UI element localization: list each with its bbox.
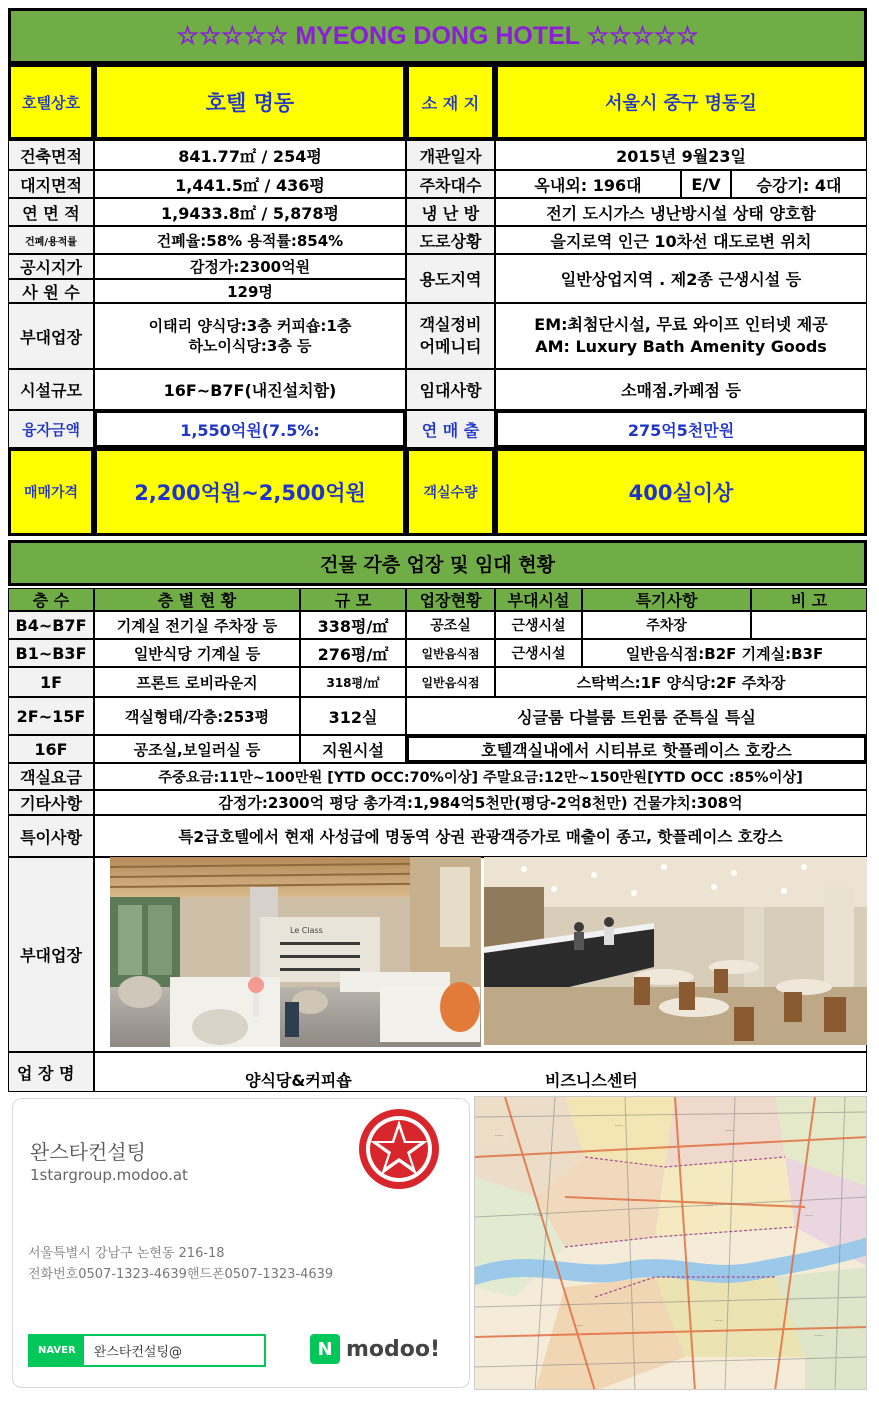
company-address: 서울특별시 강남구 논현동 216-18 [28,1246,225,1261]
company-url: 1stargroup.modoo.at [30,1166,188,1184]
svg-text:·····: ····· [805,1213,813,1219]
restaurant-sign: Le Class [290,926,323,935]
special-label: 특이사항 [8,815,94,857]
parking-label: 주차대수 [406,170,495,198]
loan-label: 융자금액 [8,410,94,448]
lease-label: 임대사항 [406,369,495,410]
modoo-text: modoo! [346,1336,441,1362]
staff-value: 129명 [94,279,406,303]
seoul-map [474,1096,867,1390]
table-row-floor: 1F [8,667,94,697]
scale-label: 시설규모 [8,369,94,410]
ev-label: E/V [681,170,731,198]
facilities-label: 부대업장 [8,303,94,369]
restaurant-photo [110,857,481,1047]
header-note: 특기사항 [582,588,751,611]
lease-value: 소매점.카페점 등 [495,369,867,410]
naver-search-box[interactable] [28,1334,266,1367]
photo-section-label: 부대업장 [8,857,94,1052]
facilities-value [94,303,406,369]
table-row-floor: 2F~15F [8,697,94,735]
rooms-label: 객실수량 [406,448,495,536]
svg-text:·····: ····· [495,1133,503,1139]
header-size: 규 모 [300,588,406,611]
svg-text:·····: ····· [715,1318,723,1324]
page-title: ☆☆☆☆☆ MYEONG DONG HOTEL ☆☆☆☆☆ [176,22,699,50]
business-name-frame [94,1052,867,1092]
opening-value: 2015년 9월23일 [495,140,867,170]
road-value: 을지로역 인근 10차선 대도로변 위치 [495,226,867,254]
other-label: 기타사항 [8,790,94,815]
hvac-value: 전기 도시가스 냉난방시설 상태 양호함 [495,198,867,226]
road-label: 도로상황 [406,226,495,254]
location-value: 서울시 중구 명동길 [495,64,867,140]
svg-text:·····: ····· [535,1213,543,1219]
table-row-status: 객실형태/각층:253평 [94,697,300,735]
hotel-name-value: 호텔 명동 [94,64,406,140]
other-value: 감정가:2300억 평당 총가격:1,984억5천만(평당-2억8천만) 건물갸치:308억 [94,790,867,815]
business-name-label: 업 장 명 [8,1052,94,1092]
table-row-size: 276평/㎡ [300,639,406,667]
svg-text:·····: ····· [705,1203,713,1209]
land-area-value: 1,441.5㎡ / 436평 [94,170,406,198]
svg-text:·····: ····· [575,1323,583,1329]
room-amenity-label-line-1: 객실정비 [419,315,482,335]
header-floor: 층 수 [8,588,94,611]
table-row-amenity: 근생시설 [495,611,582,639]
building-area-value: 841.77㎡ / 254평 [94,140,406,170]
floor-area-value: 1,9433.8㎡ / 5,878평 [94,198,406,226]
table-row-size: 312실 [300,697,406,735]
parking-value: 옥내외: 196대 [495,170,681,198]
header-business: 업장현황 [406,588,495,611]
room-rate-value: 주중요금:11만~100만원 [YTD OCC:70%이상] 주말요금:12만~150만원[YTD OCC :85%이상] [94,763,867,790]
ratio-value: 건폐율:58% 용적률:854% [94,226,406,254]
location-label: 소 재 지 [406,64,495,140]
price-label: 매매가격 [8,448,94,536]
facilities-line-2: 하노이식당:3층 등 [188,337,312,355]
elevator-value: 승강기: 4대 [731,170,867,198]
table-row-status: 공조실,보일러실 등 [94,735,300,763]
table-row-floor: 16F [8,735,94,763]
sales-label: 연 매 출 [406,410,495,448]
naver-logo: NAVER [30,1336,84,1365]
naver-search-text: 완스타컨설팅@ [93,1345,183,1360]
facilities-line-1: 이태리 양식당:3층 커피숍:1층 [148,316,352,335]
header-remark: 비 고 [751,588,867,611]
company-phone: 전화번호0507-1323-4639핸드폰0507-1323-4639 [28,1267,334,1282]
zoning-label: 용도지역 [406,254,495,303]
table-row-status: 프론트 로비라운지 [94,667,300,697]
zoning-value: 일반상업지역 . 제2종 근생시설 등 [495,254,867,303]
header-amenity: 부대시설 [495,588,582,611]
table-row-size: 318평/㎡ [300,667,406,697]
table-row-floor: B1~B3F [8,639,94,667]
room-amenity-label [406,303,495,369]
table-row-note: 싱글룸 다블룸 트윈룸 준특실 특실 [406,697,867,735]
scale-value: 16F~B7F(내진설치함) [94,369,406,410]
business-center-photo [484,857,867,1045]
modoo-logo [310,1334,440,1364]
table-row-size: 338평/㎡ [300,611,406,639]
table-row-note: 주차장 [582,611,751,639]
loan-value: 1,550억원(7.5%: [94,410,406,448]
price-notice-label: 공시지가 [8,254,94,279]
table-row-remark [751,611,867,639]
svg-text:·····: ····· [725,1128,733,1134]
price-notice-value: 감정가:2300억원 [94,254,406,279]
table-row-size: 지원시설 [300,735,406,763]
table-row-status: 일반식당 기계실 등 [94,639,300,667]
table-row-business: 공조실 [406,611,495,639]
title-banner [8,8,867,64]
business-name-1: 양식당&커피숍 [245,1071,352,1090]
table-row-business: 일반음식점 [406,667,495,697]
ratio-label: 건폐/용적률 [8,226,94,254]
table-row-status: 기계실 전기실 주차장 등 [94,611,300,639]
table-row-business: 일반음식점 [406,639,495,667]
hotel-name-label: 호텔상호 [8,64,94,140]
star-logo-icon [356,1106,442,1192]
hvac-label: 냉 난 방 [406,198,495,226]
building-area-label: 건축면적 [8,140,94,170]
room-amenity-value [495,303,867,369]
rooms-value: 400실이상 [495,448,867,536]
opening-label: 개관일자 [406,140,495,170]
table-row-note: 스탁벅스:1F 양식당:2F 주차장 [495,667,867,697]
room-amenity-line-2: AM: Luxury Bath Amenity Goods [535,337,827,356]
room-rate-label: 객실요금 [8,763,94,790]
table-row-amenity: 근생시설 [495,639,582,667]
price-value: 2,200억원~2,500억원 [94,448,406,536]
table-row-note: 일반음식점:B2F 기계실:B3F [582,639,867,667]
room-amenity-line-1: EM:최첨단시설, 무료 와이프 인터넷 제공 [534,315,828,335]
special-value: 특2급호텔에서 현재 사성급에 명동역 상권 관광객증가로 매출이 종고, 핫플레이스 호캉스 [94,815,867,857]
room-amenity-label-line-2: 어메니티 [419,337,482,356]
svg-text:·····: ····· [815,1333,823,1339]
business-name-2: 비즈니스센터 [545,1071,638,1090]
staff-label: 사 원 수 [8,279,94,303]
table-row-note: 호텔객실내에서 시티뷰로 핫플레이스 호캉스 [406,735,867,763]
header-status: 층 별 현 황 [94,588,300,611]
sales-value: 275억5천만원 [495,410,867,448]
svg-text:·····: ····· [615,1123,623,1129]
company-name: 완스타컨설팅 [30,1140,146,1164]
floor-area-label: 연 면 적 [8,198,94,226]
table-row-floor: B4~B7F [8,611,94,639]
modoo-n-icon: N [310,1334,340,1364]
floors-section-title: 건물 각층 업장 및 임대 현황 [8,540,867,586]
land-area-label: 대지면적 [8,170,94,198]
